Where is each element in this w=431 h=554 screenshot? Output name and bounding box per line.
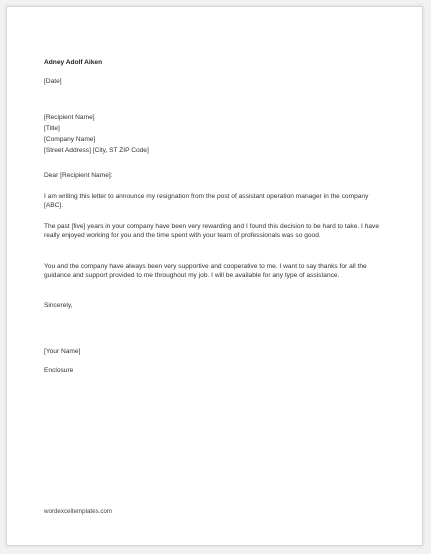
letter-date: [Date] bbox=[44, 78, 62, 85]
recipient-block bbox=[44, 113, 149, 157]
letter-page bbox=[6, 6, 423, 546]
recipient-address: [Street Address] [City, ST ZIP Code] bbox=[44, 147, 149, 154]
body-paragraph-1: I am writing this letter to announce my resignation from the post of assistant operation manager in the company [ABC]. bbox=[44, 193, 369, 210]
recipient-company: [Company Name] bbox=[44, 136, 96, 143]
body-paragraph-3: You and the company have always been very supportive and cooperative to me. I want to say thanks for all the guidance and support provided to me throughout my job. I will be available for any type of assistance. bbox=[44, 263, 367, 280]
signature-name: [Your Name] bbox=[44, 348, 81, 355]
salutation: Dear [Recipient Name]: bbox=[44, 172, 113, 179]
enclosure-note: Enclosure bbox=[44, 367, 74, 374]
footer-website: wordexceltemplates.com bbox=[44, 508, 113, 515]
closing: Sincerely, bbox=[44, 302, 73, 309]
recipient-title: [Title] bbox=[44, 125, 60, 132]
recipient-name: [Recipient Name] bbox=[44, 114, 95, 121]
sender-name: Adney Adolf Aiken bbox=[44, 59, 103, 66]
body-paragraph-2: The past [five] years in your company have been very rewarding and I found this decision to be hard to take. I have really enjoyed working for you and the time spent with your team of professionals was so good. bbox=[44, 223, 380, 240]
